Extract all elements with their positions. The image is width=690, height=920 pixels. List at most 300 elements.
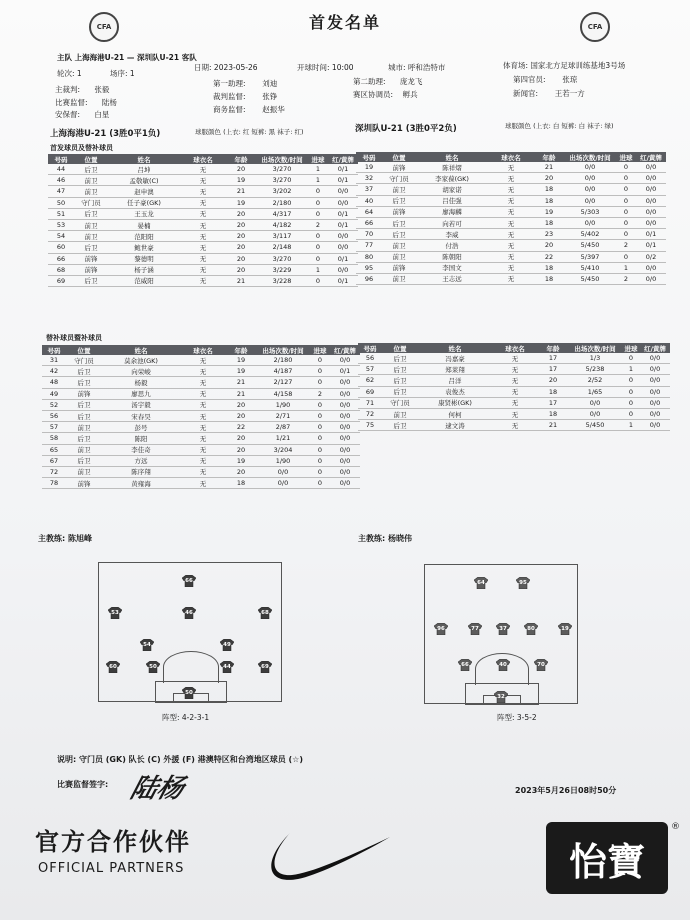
coordinator-field — [353, 89, 418, 100]
value: 2023-05-26 — [213, 63, 258, 72]
cell-name: 康贤彬(GK) — [418, 397, 492, 408]
cell-appearances: 0/0 — [564, 184, 616, 195]
cell-name: 黎德明 — [108, 253, 180, 264]
cell-shirt-name: 无 — [180, 197, 226, 208]
cell-cards: 0/0 — [640, 408, 670, 419]
shirt-number: 77 — [471, 626, 479, 632]
cell-shirt-name: 无 — [488, 173, 534, 184]
brand-name: 怡寶 — [568, 839, 645, 884]
cell-goals: 0 — [616, 195, 636, 206]
cell-age: 17 — [538, 364, 568, 375]
brand-logo — [546, 822, 668, 894]
cell-age: 18 — [538, 386, 568, 397]
cell-goals: 0 — [308, 275, 328, 286]
cell-goals: 0 — [310, 478, 330, 489]
col-shirt-name: 球衣名 — [488, 152, 534, 162]
table-row — [48, 242, 358, 253]
commercial-field — [213, 104, 285, 115]
cell-cards: 0/1 — [328, 175, 358, 186]
cell-appearances: 5/238 — [568, 364, 622, 375]
cell-position: 前卫 — [382, 408, 418, 419]
page-title: 首发名单 — [308, 13, 381, 32]
cell-age: 20 — [226, 242, 256, 253]
col-appearances: 出场次数/时间 — [256, 345, 310, 355]
table-row — [356, 240, 666, 251]
cell-number: 46 — [48, 175, 74, 186]
cell-age: 20 — [534, 240, 564, 251]
cell-appearances: 0/0 — [256, 466, 310, 477]
player-shirt-icon — [108, 607, 122, 619]
shirt-number: 64 — [477, 580, 485, 586]
cell-goals: 0 — [616, 206, 636, 217]
table-row — [48, 197, 358, 208]
cell-position: 前锋 — [382, 162, 416, 173]
cell-cards: 0/0 — [636, 217, 666, 228]
cell-cards: 0/0 — [636, 195, 666, 206]
shirt-number: 40 — [499, 662, 507, 668]
cell-age: 20 — [538, 375, 568, 386]
cell-number: 78 — [42, 478, 66, 489]
col-position: 位置 — [66, 345, 102, 355]
cell-number: 52 — [42, 399, 66, 410]
cell-shirt-name: 无 — [180, 208, 226, 219]
cell-position: 前卫 — [66, 422, 102, 433]
cell-shirt-name: 无 — [180, 433, 226, 444]
cell-name: 范威阳 — [108, 275, 180, 286]
shirt-number: 60 — [109, 664, 117, 670]
cell-number: 70 — [356, 229, 382, 240]
home-formation-label: 阵型: 4-2-3-1 — [162, 713, 210, 722]
label: 主裁判: — [55, 85, 81, 94]
cell-age: 20 — [534, 173, 564, 184]
cell-shirt-name: 无 — [488, 195, 534, 206]
label: 体育场: — [503, 61, 529, 70]
venue-field — [503, 60, 625, 71]
label: 轮次: — [57, 69, 75, 78]
cell-position: 前卫 — [74, 219, 108, 230]
cell-age: 18 — [534, 184, 564, 195]
col-goals: 进球 — [308, 154, 328, 164]
cell-goals: 0 — [616, 162, 636, 173]
cell-goals: 1 — [308, 175, 328, 186]
value: 10:00 — [331, 63, 354, 72]
table-row — [42, 422, 360, 433]
player-shirt-icon — [558, 623, 572, 635]
logo-text: CFA — [587, 23, 603, 31]
cell-shirt-name: 无 — [488, 229, 534, 240]
table-row — [48, 231, 358, 242]
cell-age: 20 — [226, 264, 256, 275]
ar1-field — [213, 78, 277, 89]
supervisor-field — [55, 97, 117, 108]
cell-shirt-name: 无 — [492, 397, 538, 408]
cell-goals: 1 — [622, 420, 640, 431]
cell-number: 62 — [358, 375, 382, 386]
col-name: 姓名 — [108, 154, 180, 164]
player-shirt-icon — [524, 623, 538, 635]
player-shirt-icon — [106, 661, 120, 673]
cell-number: 68 — [48, 264, 74, 275]
value: 张毅 — [94, 85, 110, 94]
value: 1 — [76, 69, 82, 78]
cell-age: 18 — [534, 273, 564, 284]
security-field — [55, 109, 109, 120]
table-row — [48, 186, 358, 197]
cell-age: 20 — [226, 164, 256, 175]
cell-shirt-name: 无 — [492, 353, 538, 364]
cell-position: 后卫 — [66, 455, 102, 466]
value: 1 — [129, 69, 135, 78]
shirt-number: 68 — [261, 610, 269, 616]
cell-appearances: 3/202 — [256, 186, 308, 197]
cell-goals: 0 — [310, 433, 330, 444]
player-shirt-icon — [496, 623, 510, 635]
cell-appearances: 2/87 — [256, 422, 310, 433]
col-name: 姓名 — [418, 343, 492, 353]
cell-position: 后卫 — [382, 420, 418, 431]
value: 张铮 — [262, 92, 278, 101]
col-number: 号码 — [42, 345, 66, 355]
cell-appearances: 1/90 — [256, 455, 310, 466]
fourth-official-field — [513, 74, 577, 85]
away-starters-table — [356, 152, 666, 285]
cell-goals: 0 — [616, 251, 636, 262]
col-number: 号码 — [358, 343, 382, 353]
table-header-row — [356, 152, 666, 162]
cell-goals: 2 — [616, 273, 636, 284]
cell-age: 18 — [534, 217, 564, 228]
player-shirt-icon — [494, 691, 508, 703]
cell-goals: 1 — [616, 262, 636, 273]
cell-shirt-name: 无 — [180, 186, 226, 197]
cell-goals: 0 — [310, 366, 330, 377]
player-shirt-icon — [220, 661, 234, 673]
label: 比赛监督: — [55, 98, 88, 107]
cell-appearances: 5/402 — [564, 229, 616, 240]
cell-appearances: 2/180 — [256, 355, 310, 366]
table-row — [356, 251, 666, 262]
cell-number: 47 — [48, 186, 74, 197]
cell-name: 晏楠 — [108, 219, 180, 230]
referee-field — [55, 84, 109, 95]
value: 赵振华 — [262, 105, 285, 114]
col-cards: 红/黄牌 — [640, 343, 670, 353]
cell-cards: 0/1 — [328, 275, 358, 286]
cell-name: 胡家诺 — [416, 184, 488, 195]
cell-shirt-name: 无 — [492, 375, 538, 386]
table-header-row — [358, 343, 670, 353]
cell-age: 20 — [226, 466, 256, 477]
cell-cards: 0/0 — [640, 386, 670, 397]
cell-name: 向荣峻 — [102, 366, 180, 377]
cell-name: 吕洋 — [418, 375, 492, 386]
col-age: 年龄 — [538, 343, 568, 353]
cell-name: 莫余池(GK) — [102, 355, 180, 366]
cell-name: 吕坤 — [108, 164, 180, 175]
cell-age: 18 — [534, 262, 564, 273]
cell-number: 80 — [356, 251, 382, 262]
cell-cards: 0/0 — [636, 273, 666, 284]
cell-position: 后卫 — [382, 195, 416, 206]
signed-timestamp: 2023年5月26日08时50分 — [515, 786, 617, 795]
cell-cards: 0/1 — [328, 219, 358, 230]
cell-age: 17 — [538, 353, 568, 364]
cell-shirt-name: 无 — [488, 217, 534, 228]
shirt-number: 19 — [561, 626, 569, 632]
player-shirt-icon — [182, 575, 196, 587]
cell-appearances: 0/0 — [568, 397, 622, 408]
col-cards: 红/黄牌 — [330, 345, 360, 355]
cell-number: 51 — [48, 208, 74, 219]
partners-title-cn: 官方合作伙伴 — [35, 828, 191, 856]
cell-goals: 0 — [308, 231, 328, 242]
cell-name: 何柯 — [418, 408, 492, 419]
cell-name: 王玉龙 — [108, 208, 180, 219]
table-row — [42, 444, 360, 455]
table-row — [358, 397, 670, 408]
cell-appearances: 4/158 — [256, 388, 310, 399]
cell-name: 陈祥熠 — [416, 162, 488, 173]
cell-name: 宋春昊 — [102, 410, 180, 421]
cell-name: 杨子涵 — [108, 264, 180, 275]
away-formation-pitch — [424, 564, 578, 704]
cell-age: 22 — [226, 422, 256, 433]
cell-appearances: 5/397 — [564, 251, 616, 262]
cell-shirt-name: 无 — [180, 410, 226, 421]
player-shirt-icon — [220, 639, 234, 651]
cell-position: 守门员 — [382, 397, 418, 408]
cell-goals: 0 — [308, 253, 328, 264]
cell-number: 71 — [358, 397, 382, 408]
cell-cards: 0/1 — [328, 164, 358, 175]
cell-goals: 0 — [622, 386, 640, 397]
col-shirt-name: 球衣名 — [180, 154, 226, 164]
cell-appearances: 1/21 — [256, 433, 310, 444]
cell-shirt-name: 无 — [180, 164, 226, 175]
cell-shirt-name: 无 — [180, 444, 226, 455]
cell-position: 后卫 — [66, 433, 102, 444]
cell-age: 21 — [226, 388, 256, 399]
cell-position: 前卫 — [74, 175, 108, 186]
col-name: 姓名 — [416, 152, 488, 162]
table-row — [48, 219, 358, 230]
col-position: 位置 — [74, 154, 108, 164]
cell-shirt-name: 无 — [180, 264, 226, 275]
value: 王若一方 — [554, 89, 585, 98]
player-shirt-icon — [146, 661, 160, 673]
cell-goals: 0 — [310, 444, 330, 455]
home-kit-colors: 球服颜色 (上衣: 红 短裤: 黑 袜子: 红) — [195, 128, 304, 136]
value: 陈旭峰 — [68, 534, 92, 543]
cell-name: 任子豪(GK) — [108, 197, 180, 208]
cell-goals: 0 — [310, 399, 330, 410]
cell-cards: 0/0 — [330, 466, 360, 477]
cell-age: 20 — [226, 433, 256, 444]
cell-cards: 0/0 — [330, 444, 360, 455]
cell-name: 陈朝阳 — [416, 251, 488, 262]
cell-shirt-name: 无 — [488, 206, 534, 217]
press-officer-field — [513, 88, 585, 99]
cell-name: 廖思九 — [102, 388, 180, 399]
value: 杨晓伟 — [388, 534, 412, 543]
cell-position: 后卫 — [382, 375, 418, 386]
cell-number: 95 — [356, 262, 382, 273]
cell-name: 黄雍海 — [102, 478, 180, 489]
table-row — [48, 264, 358, 275]
cell-number: 65 — [42, 444, 66, 455]
cell-cards: 0/0 — [330, 399, 360, 410]
cell-goals: 1 — [622, 364, 640, 375]
cell-appearances: 5/450 — [568, 420, 622, 431]
cell-shirt-name: 无 — [180, 175, 226, 186]
cell-number: 60 — [48, 242, 74, 253]
cell-age: 19 — [226, 197, 256, 208]
cell-position: 后卫 — [66, 399, 102, 410]
cell-number: 44 — [48, 164, 74, 175]
player-shirt-icon — [258, 607, 272, 619]
col-age: 年龄 — [226, 154, 256, 164]
cell-appearances: 4/187 — [256, 366, 310, 377]
col-goals: 进球 — [310, 345, 330, 355]
shirt-number: 54 — [143, 642, 151, 648]
value: 白星 — [94, 110, 110, 119]
round-field — [57, 68, 82, 79]
cell-shirt-name: 无 — [488, 273, 534, 284]
shirt-number: 70 — [537, 662, 545, 668]
col-number: 号码 — [356, 152, 382, 162]
cell-name: 汤宇毅 — [102, 399, 180, 410]
cell-position: 前卫 — [74, 186, 108, 197]
cell-age: 19 — [226, 175, 256, 186]
cell-name: 陈阳 — [102, 433, 180, 444]
table-row — [48, 164, 358, 175]
shirt-number: 53 — [111, 610, 119, 616]
table-header-row — [48, 154, 358, 164]
cell-goals: 0 — [616, 217, 636, 228]
cell-position: 前锋 — [66, 478, 102, 489]
cell-appearances: 0/0 — [564, 217, 616, 228]
cell-position: 前卫 — [382, 251, 416, 262]
value: 张琼 — [562, 75, 578, 84]
value: 呼和浩特市 — [407, 63, 446, 72]
cell-appearances: 1/3 — [568, 353, 622, 364]
cell-cards: 0/1 — [636, 229, 666, 240]
shirt-number: 95 — [519, 580, 527, 586]
cell-cards: 0/0 — [636, 173, 666, 184]
col-cards: 红/黄牌 — [636, 152, 666, 162]
cell-shirt-name: 无 — [492, 386, 538, 397]
cell-number: 58 — [42, 433, 66, 444]
cell-shirt-name: 无 — [180, 355, 226, 366]
cell-number: 49 — [42, 388, 66, 399]
cell-number: 42 — [42, 366, 66, 377]
cell-goals: 0 — [310, 466, 330, 477]
cell-number: 64 — [356, 206, 382, 217]
cell-shirt-name: 无 — [180, 219, 226, 230]
cell-position: 后卫 — [382, 229, 416, 240]
cell-position: 前卫 — [66, 466, 102, 477]
cell-age: 21 — [226, 186, 256, 197]
col-shirt-name: 球衣名 — [180, 345, 226, 355]
cell-number: 56 — [358, 353, 382, 364]
cell-age: 20 — [226, 208, 256, 219]
cell-age: 22 — [534, 251, 564, 262]
cell-appearances: 5/303 — [564, 206, 616, 217]
label: 主教练: — [358, 534, 386, 543]
cell-position: 后卫 — [74, 242, 108, 253]
ar2-field — [353, 76, 422, 87]
cell-goals: 0 — [622, 353, 640, 364]
shirt-number: 37 — [499, 626, 507, 632]
label: 第二助理: — [353, 77, 386, 86]
col-age: 年龄 — [534, 152, 564, 162]
cell-appearances: 4/182 — [256, 219, 308, 230]
cell-number: 72 — [42, 466, 66, 477]
cell-age: 18 — [538, 408, 568, 419]
cell-cards: 0/0 — [328, 231, 358, 242]
home-formation-pitch — [98, 562, 282, 702]
cell-age: 21 — [226, 377, 256, 388]
table-header-row — [42, 345, 360, 355]
cell-goals: 0 — [616, 173, 636, 184]
table-row — [42, 466, 360, 477]
table-row — [42, 399, 360, 410]
cell-cards: 0/0 — [330, 355, 360, 366]
col-goals: 进球 — [622, 343, 640, 353]
table-row — [358, 408, 670, 419]
cell-cards: 0/0 — [636, 184, 666, 195]
cell-name: 吕佳强 — [416, 195, 488, 206]
ref-assessor-field — [213, 91, 277, 102]
shirt-number: 50 — [185, 690, 193, 696]
cell-goals: 0 — [616, 184, 636, 195]
cell-position: 后卫 — [66, 377, 102, 388]
col-position: 位置 — [382, 343, 418, 353]
cell-goals: 2 — [310, 388, 330, 399]
cell-appearances: 2/127 — [256, 377, 310, 388]
cell-name: 范阳阳 — [108, 231, 180, 242]
cell-cards: 0/0 — [328, 264, 358, 275]
cell-cards: 0/0 — [640, 353, 670, 364]
cell-number: 19 — [356, 162, 382, 173]
table-row — [356, 162, 666, 173]
starters-section-title: 首发球员及替补球员 — [50, 144, 113, 152]
kickoff-field — [297, 62, 354, 73]
cell-appearances: 2/52 — [568, 375, 622, 386]
cell-appearances: 3/228 — [256, 275, 308, 286]
player-shirt-icon — [258, 661, 272, 673]
cell-position: 前锋 — [382, 262, 416, 273]
cell-position: 守门员 — [74, 197, 108, 208]
player-shirt-icon — [458, 659, 472, 671]
cell-position: 守门员 — [66, 355, 102, 366]
cell-position: 后卫 — [74, 275, 108, 286]
label: 开球时间: — [297, 63, 330, 72]
cell-goals: 2 — [616, 240, 636, 251]
cell-number: 72 — [358, 408, 382, 419]
cell-cards: 0/0 — [330, 478, 360, 489]
shirt-number: 69 — [261, 664, 269, 670]
cell-goals: 0 — [310, 410, 330, 421]
cell-number: 48 — [42, 377, 66, 388]
cell-number: 57 — [358, 364, 382, 375]
table-row — [42, 455, 360, 466]
table-row — [358, 375, 670, 386]
cell-age: 21 — [226, 275, 256, 286]
cell-position: 守门员 — [382, 173, 416, 184]
cell-cards: 0/0 — [328, 186, 358, 197]
shirt-number: 96 — [437, 626, 445, 632]
